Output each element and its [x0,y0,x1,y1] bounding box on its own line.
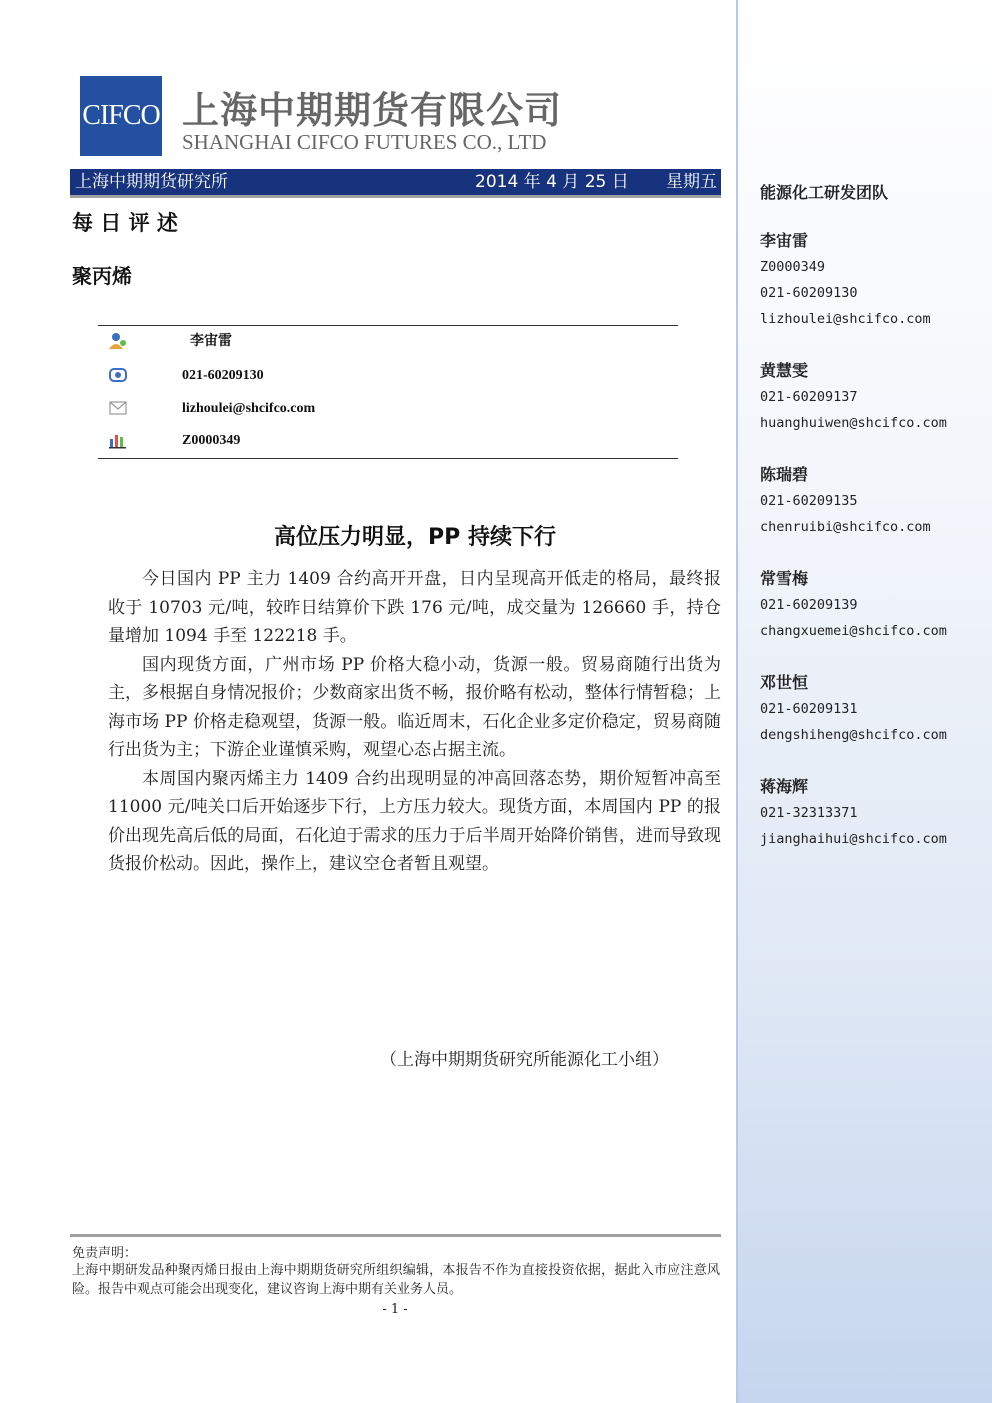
article-paragraph: 本周国内聚丙烯主力 1409 合约出现明显的冲高回落态势，期价短暂冲高至 11000 元/吨关口后开始逐步下行，上方压力较大。现货方面，本周国内 PP 的报价出现先高后低的局面，石化迫于需求的压力于后半周开始降价销售，进而导致现货报价松动。因此，操作上，建议空仓者暂且观望。 [108,768,721,874]
member-email[interactable]: changxuemei@shcifco.com [760,623,947,639]
article-paragraph: 今日国内 PP 主力 1409 合约高开开盘，日内呈现高开低走的格局，最终报收于 10703 元/吨，较昨日结算价下跌 176 元/吨，成交量为 126660 手，持仓量增加 1094 手至 122218 手。 [108,569,721,646]
company-name-cn: 上海中期期货有限公司 [182,89,562,132]
member-name: 蒋海辉 [760,777,809,796]
member-email[interactable]: lizhoulei@shcifco.com [760,311,931,327]
person-icon [108,332,128,350]
article-paragraph: 国内现货方面，广州市场 PP 价格大稳小动，货源一般。贸易商随行出货为主，多根据自身情况报价；少数商家出货不畅，报价略有松动，整体行情暂稳；上海市场 PP 价格走稳观望，货源一般。临近周末，石化企业多定价稳定，贸易商随行出货为主；下游企业谨慎采购，观望心态占据主流。 [108,654,721,760]
member-email[interactable]: huanghuiwen@shcifco.com [760,415,947,431]
contact-license: Z0000349 [182,433,241,448]
member-phone: 021-32313371 [760,805,858,821]
article-body [108,565,721,879]
member-phone: 021-60209135 [760,493,858,509]
section-daily-review: 每 日 评 述 [72,211,178,235]
disclaimer-text: 上海中期研发品种聚丙烯日报由上海中期期货研究所组织编辑，本报告不作为直接投资依据，据此入市应注意风险。报告中观点可能会出现变化，建议咨询上海中期有关业务人员。 [72,1263,720,1297]
member-phone: 021-60209137 [760,389,858,405]
member-name: 陈瑞碧 [760,465,809,484]
member-phone: 021-60209130 [760,285,858,301]
member-email[interactable]: jianghaihui@shcifco.com [760,831,947,847]
section-product: 聚丙烯 [72,264,132,288]
member-name: 黄慧雯 [760,361,809,380]
team-member [760,358,990,436]
member-name: 邓世恒 [760,673,809,692]
research-team-sidebar [736,0,992,1403]
member-license: Z0000349 [760,259,826,275]
contact-name: 李宙雷 [190,334,232,349]
contact-email[interactable]: lizhoulei@shcifco.com [182,401,316,416]
report-header-bar [70,169,721,198]
team-title: 能源化工研发团队 [760,183,889,202]
team-member [760,566,990,644]
member-email[interactable]: dengshiheng@shcifco.com [760,727,947,743]
institute-name: 上海中期期货研究所 [75,172,228,192]
team-member [760,670,990,748]
contact-phone: 021-60209130 [182,368,264,383]
company-name-en: SHANGHAI CIFCO FUTURES CO., LTD [182,130,547,154]
chart-icon [108,431,128,449]
member-phone: 021-60209139 [760,597,858,613]
member-phone: 021-60209131 [760,701,858,717]
cifco-logo: CIFCO [80,76,162,156]
team-member [760,774,990,852]
team-member [760,228,990,332]
member-name: 李宙雷 [760,231,809,250]
mail-icon [108,399,128,417]
phone-icon [108,366,128,384]
report-weekday: 星期五 [666,172,717,192]
page-number: - 1 - [382,1302,408,1317]
report-date: 2014 年 4 月 25 日 [475,172,629,192]
contact-bottom-rule [98,458,678,459]
member-email[interactable]: chenruibi@shcifco.com [760,519,931,535]
footer-rule [70,1234,721,1237]
contact-top-rule [98,325,678,326]
disclaimer-title: 免责声明： [72,1246,138,1261]
member-name: 常雪梅 [760,569,809,588]
article-signature: （上海中期期货研究所能源化工小组） [380,1050,669,1070]
article-title: 高位压力明显，PP 持续下行 [274,525,556,550]
